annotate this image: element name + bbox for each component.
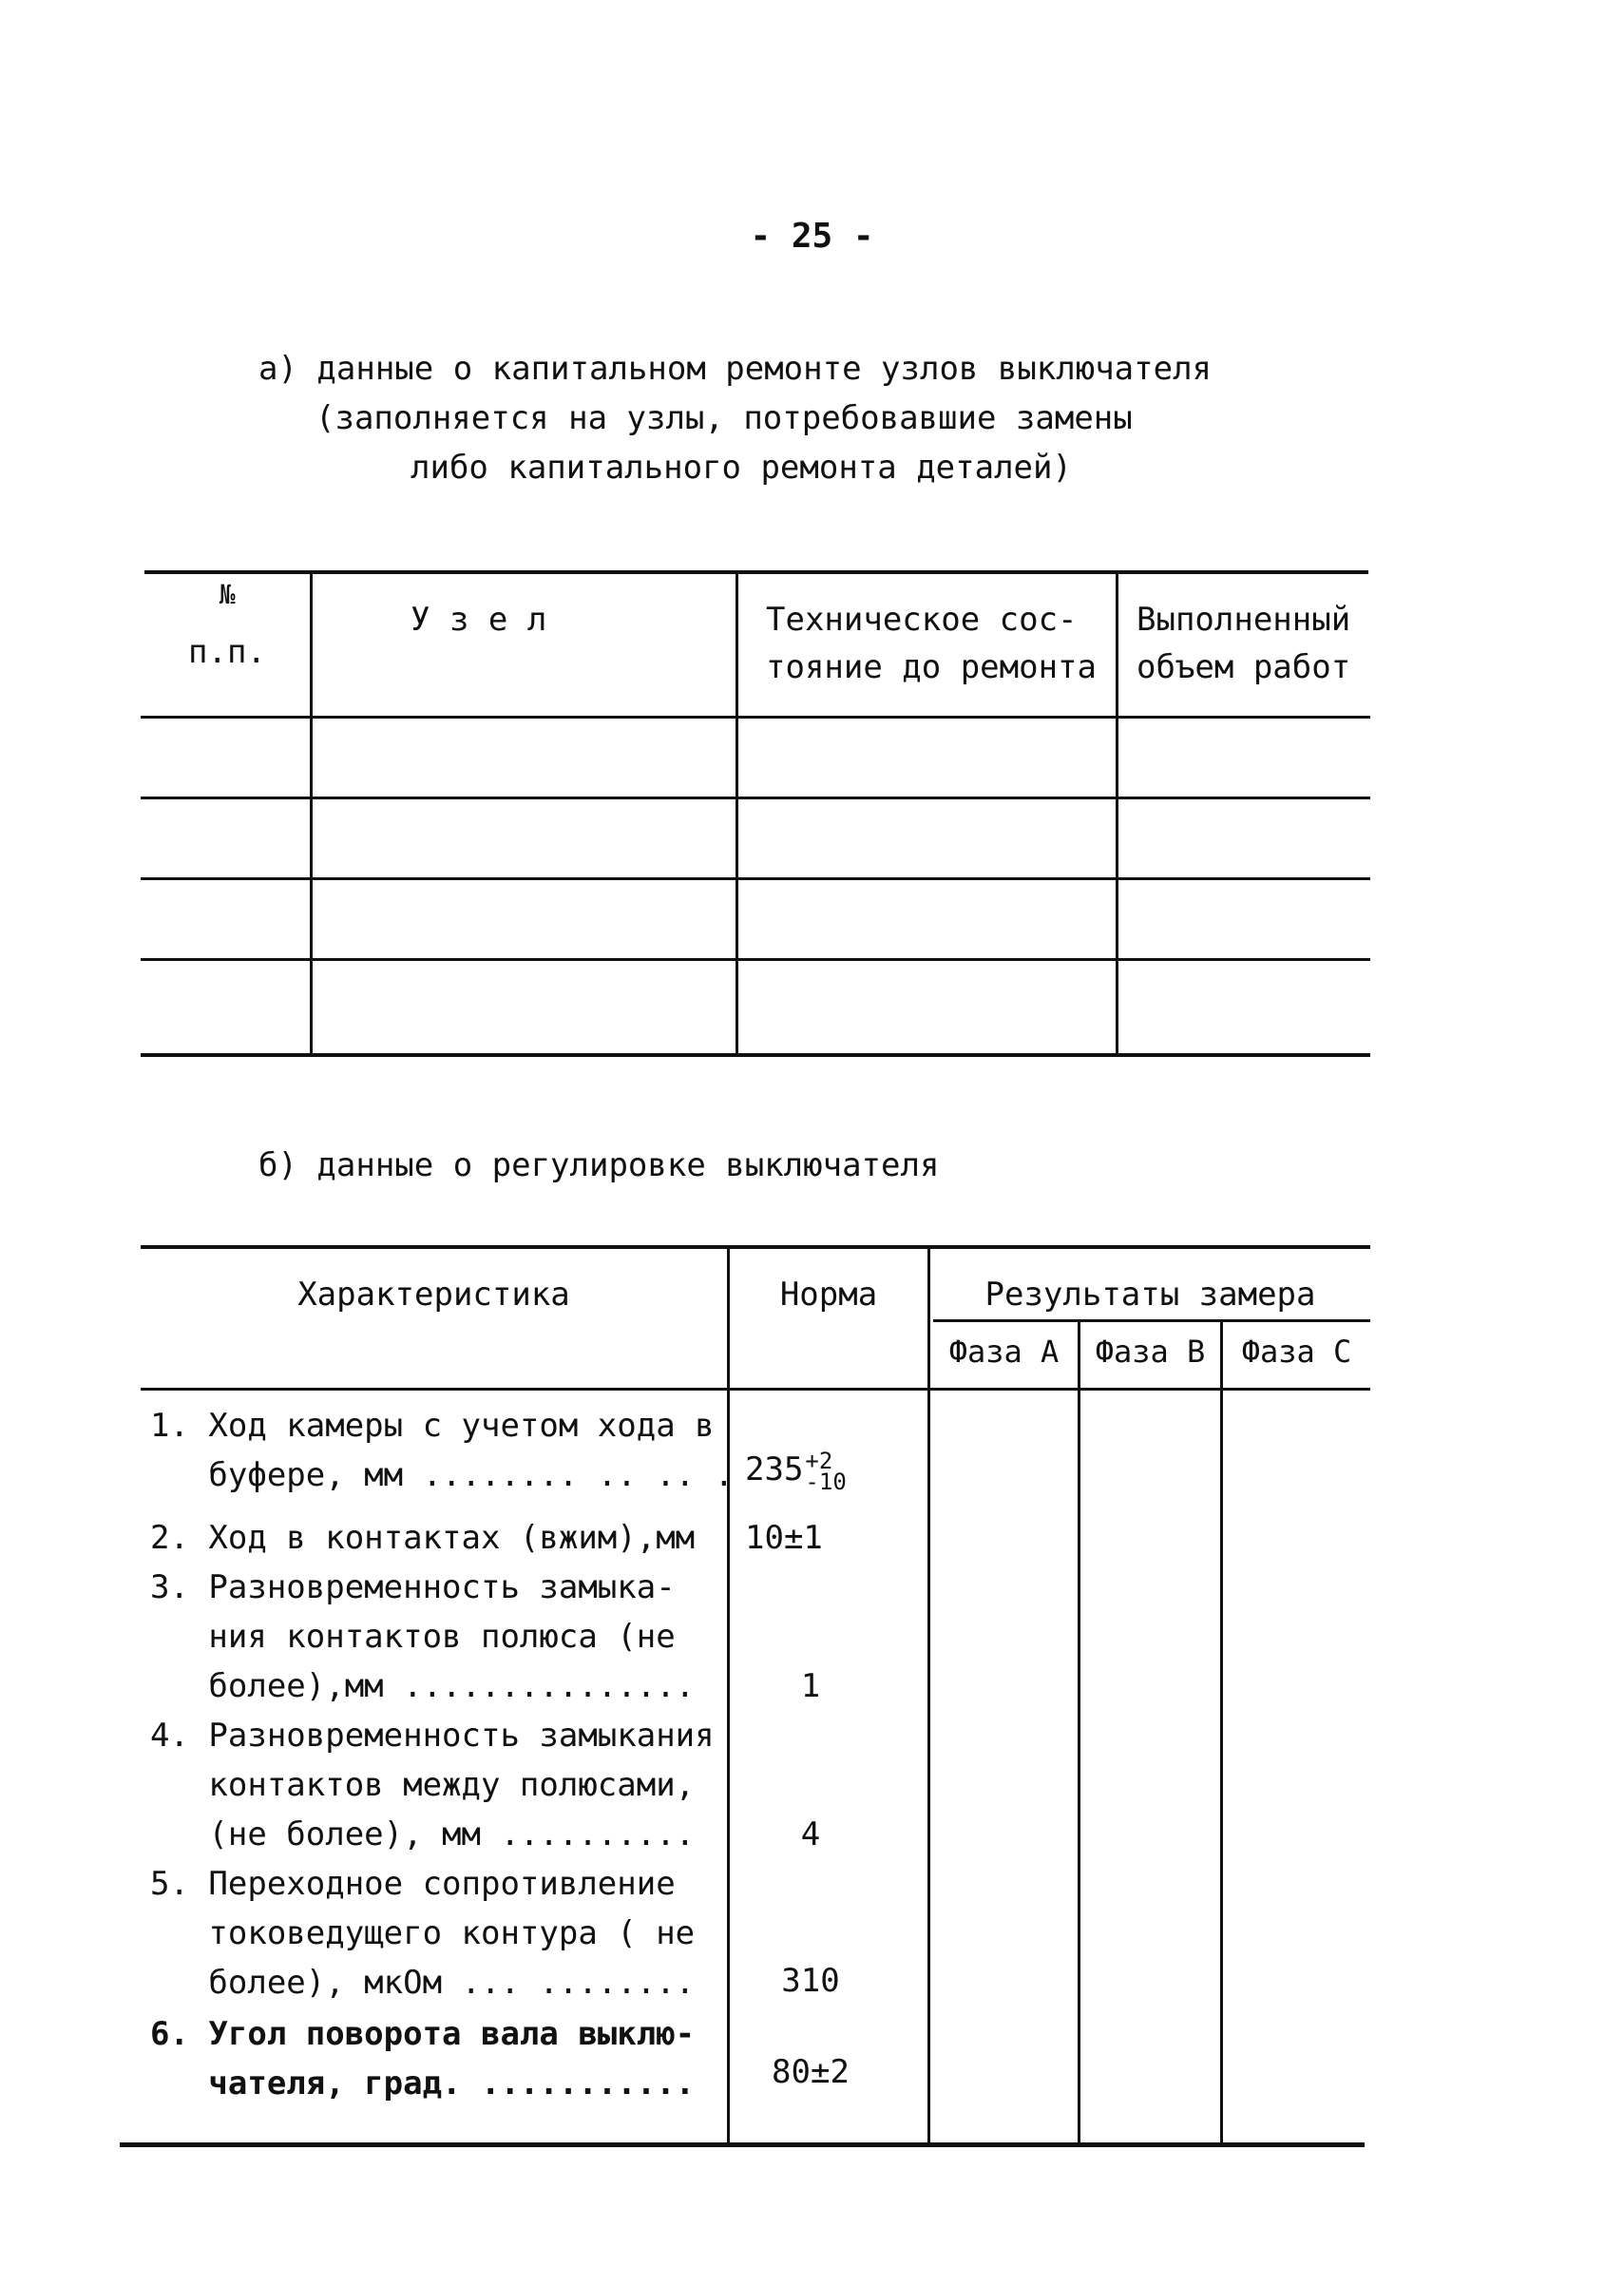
section-b-title: б) данные о регулировке выключателя	[258, 1146, 940, 1184]
row-5-line-3: более), мкОм ... ........	[150, 1964, 696, 2002]
row-1-norm-base: 235	[745, 1450, 804, 1488]
header-norm: Норма	[779, 1276, 878, 1314]
table-a-header-divider	[141, 716, 1370, 719]
header-num-symbol: №	[219, 579, 236, 610]
row-2-norm: 10±1	[745, 1519, 823, 1557]
header-results: Результаты замера	[984, 1276, 1316, 1314]
table-a-row-divider	[141, 958, 1370, 961]
table-b-col-divider	[927, 1245, 930, 2146]
row-4-line-1: 4. Разновременность замыкания	[150, 1717, 715, 1755]
row-4-norm: 4	[800, 1815, 821, 1853]
row-1-line-1: 1. Ход камеры с учетом хода в	[150, 1407, 715, 1445]
row-3-norm: 1	[800, 1667, 821, 1705]
header-unit: У з е л	[411, 601, 547, 639]
row-5-norm: 310	[781, 1962, 840, 2000]
row-6-line-2: чателя, град. ...........	[150, 2064, 696, 2103]
header-state-line-2: тояние до ремонта	[766, 648, 1097, 686]
section-a-title-line-2: (заполняется на узлы, потребовавшие замены	[315, 399, 1133, 437]
row-3-line-1: 3. Разновременность замыка-	[150, 1568, 676, 1606]
header-num-label: п.п.	[188, 633, 266, 671]
header-work-line-1: Выполненный	[1137, 601, 1351, 639]
row-5-line-1: 5. Переходное сопротивление	[150, 1865, 676, 1903]
table-b-top-border	[141, 1245, 1370, 1249]
row-6-norm: 80±2	[772, 2053, 850, 2091]
row-5-line-2: токоведущего контура ( не	[150, 1914, 696, 1952]
header-phase-c: Фаза С	[1241, 1334, 1352, 1370]
row-3-line-3: более),мм ...............	[150, 1667, 696, 1705]
header-work-line-2: объем работ	[1137, 648, 1351, 686]
table-a-col-divider	[310, 570, 313, 1055]
table-b-bottom-border	[120, 2142, 1365, 2147]
row-2-line-1: 2. Ход в контактах (вжим),мм	[150, 1519, 696, 1557]
table-a-top-border	[144, 570, 1368, 574]
table-b-header-divider	[141, 1388, 1370, 1391]
row-1-norm-upper: +2	[805, 1448, 833, 1474]
table-b-results-divider	[933, 1319, 1370, 1322]
table-a-row-divider	[141, 797, 1370, 799]
table-a-bottom-border	[141, 1053, 1370, 1057]
row-6-line-1: 6. Угол поворота вала выклю-	[150, 2015, 696, 2053]
header-phase-a: Фаза А	[948, 1334, 1060, 1370]
section-a-title-line-1: а) данные о капитальном ремонте узлов выключателя	[258, 350, 1213, 388]
row-4-line-3: (не более), мм ..........	[150, 1815, 696, 1853]
table-a-col-divider	[1116, 570, 1118, 1055]
header-characteristic: Характеристика	[297, 1276, 570, 1314]
table-b-col-divider	[1078, 1319, 1080, 2146]
row-1-line-2: буфере, мм ........ .. .. .	[150, 1456, 735, 1494]
row-3-line-2: ния контактов полюса (не	[150, 1618, 676, 1656]
table-a-row-divider	[141, 877, 1370, 880]
header-phase-b: Фаза В	[1095, 1334, 1206, 1370]
page-number: - 25 -	[750, 217, 874, 256]
table-b-col-divider	[1220, 1319, 1223, 2146]
row-1-norm	[745, 1445, 847, 1494]
table-a-col-divider	[736, 570, 738, 1055]
row-4-line-2: контактов между полюсами,	[150, 1766, 696, 1804]
section-a-title-line-3: либо капитального ремонта деталей)	[411, 449, 1072, 487]
header-state-line-1: Техническое сос-	[766, 601, 1078, 639]
row-1-norm-lower: -10	[805, 1469, 847, 1495]
